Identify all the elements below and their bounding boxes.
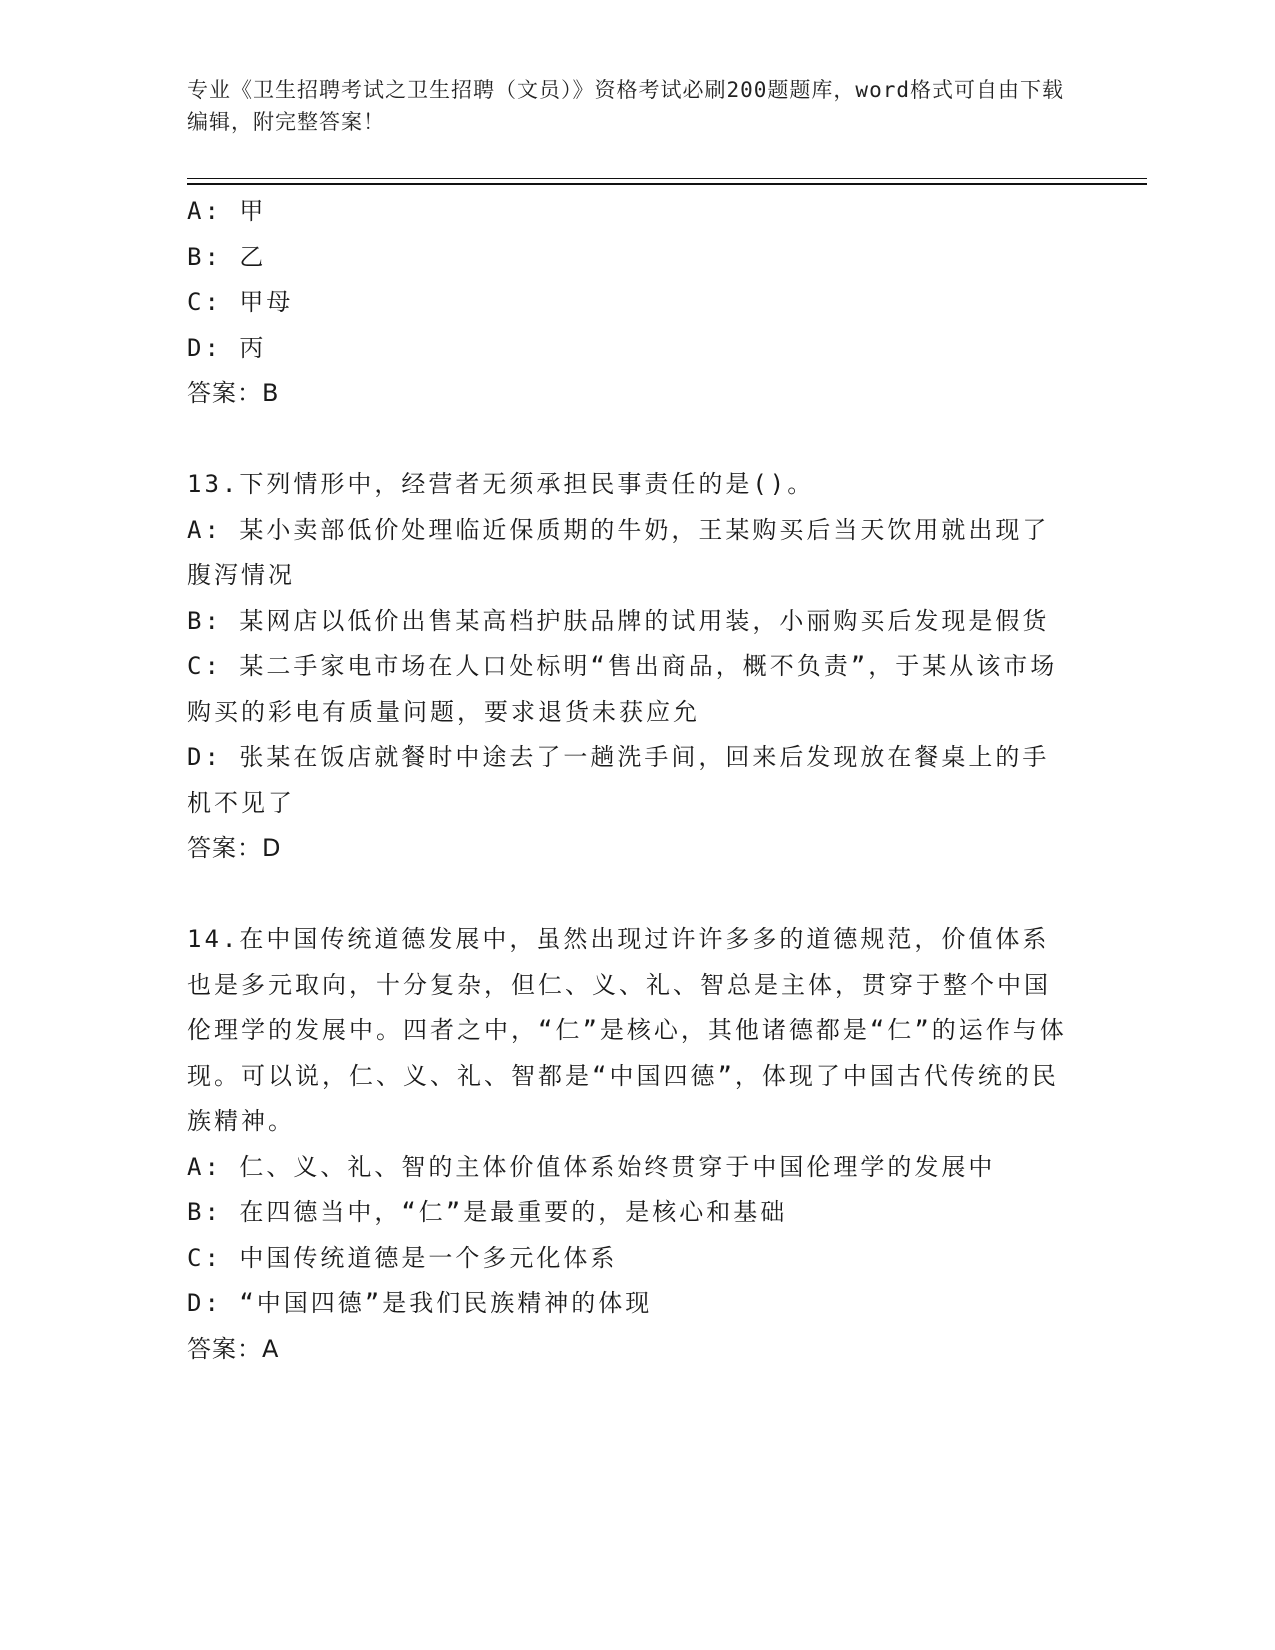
- question-13-answer: 答案：D: [187, 834, 282, 862]
- question-14-option-a: A: 仁、义、礼、智的主体价值体系始终贯穿于中国伦理学的发展中: [187, 1152, 996, 1181]
- question-14-option-c: C: 中国传统道德是一个多元化体系: [187, 1243, 618, 1272]
- option-a: A: 甲: [187, 197, 267, 225]
- prev-question-answer: 答案：B: [187, 379, 280, 407]
- question-13-option-d: D: 张某在饭店就餐时中途去了一趟洗手间，回来后发现放在餐桌上的手机不见了: [187, 743, 1050, 817]
- prev-question-options: [187, 189, 1067, 371]
- question-13-option-c: C: 某二手家电市场在人口处标明“售出商品，概不负责”，于某从该市场购买的彩电有质量问题，要求退货未获应允: [187, 652, 1058, 726]
- header-divider-thick: [187, 183, 1147, 185]
- question-13-option-b: B: 某网店以低价出售某高档护肤品牌的试用装，小丽购买后发现是假货: [187, 606, 1050, 635]
- spacer: [187, 417, 1067, 463]
- option-c: C: 甲母: [187, 288, 294, 316]
- header-divider-thin: [187, 178, 1147, 179]
- question-14-answer: 答案：A: [187, 1334, 280, 1363]
- question-13-option-a: A: 某小卖部低价处理临近保质期的牛奶，王某购买后当天饮用就出现了腹泻情况: [187, 515, 1050, 589]
- question-14-option-b: B: 在四德当中，“仁”是最重要的，是核心和基础: [187, 1198, 788, 1226]
- question-14-stem: 14.在中国传统道德发展中，虽然出现过许许多多的道德规范，价值体系也是多元取向，十分复杂，但仁、义、礼、智总是主体，贯穿于整个中国伦理学的发展中。四者之中，“仁”是核心，其他诸德都是“仁”的运作与体现。可以说，仁、义、礼、智都是“中国四德”，体现了中国古代传统的民族精神。: [187, 925, 1067, 1135]
- option-b: B: 乙: [187, 242, 267, 271]
- question-content: [187, 189, 1067, 1372]
- spacer: [187, 872, 1067, 918]
- question-14-option-d: D: “中国四德”是我们民族精神的体现: [187, 1289, 653, 1317]
- option-d: D: 丙: [187, 333, 267, 362]
- document-header: 专业《卫生招聘考试之卫生招聘（文员）》资格考试必刷200题题库，word格式可自由下载编辑，附完整答案！: [187, 78, 1064, 134]
- question-13-stem: 13.下列情形中，经营者无须承担民事责任的是()。: [187, 470, 815, 498]
